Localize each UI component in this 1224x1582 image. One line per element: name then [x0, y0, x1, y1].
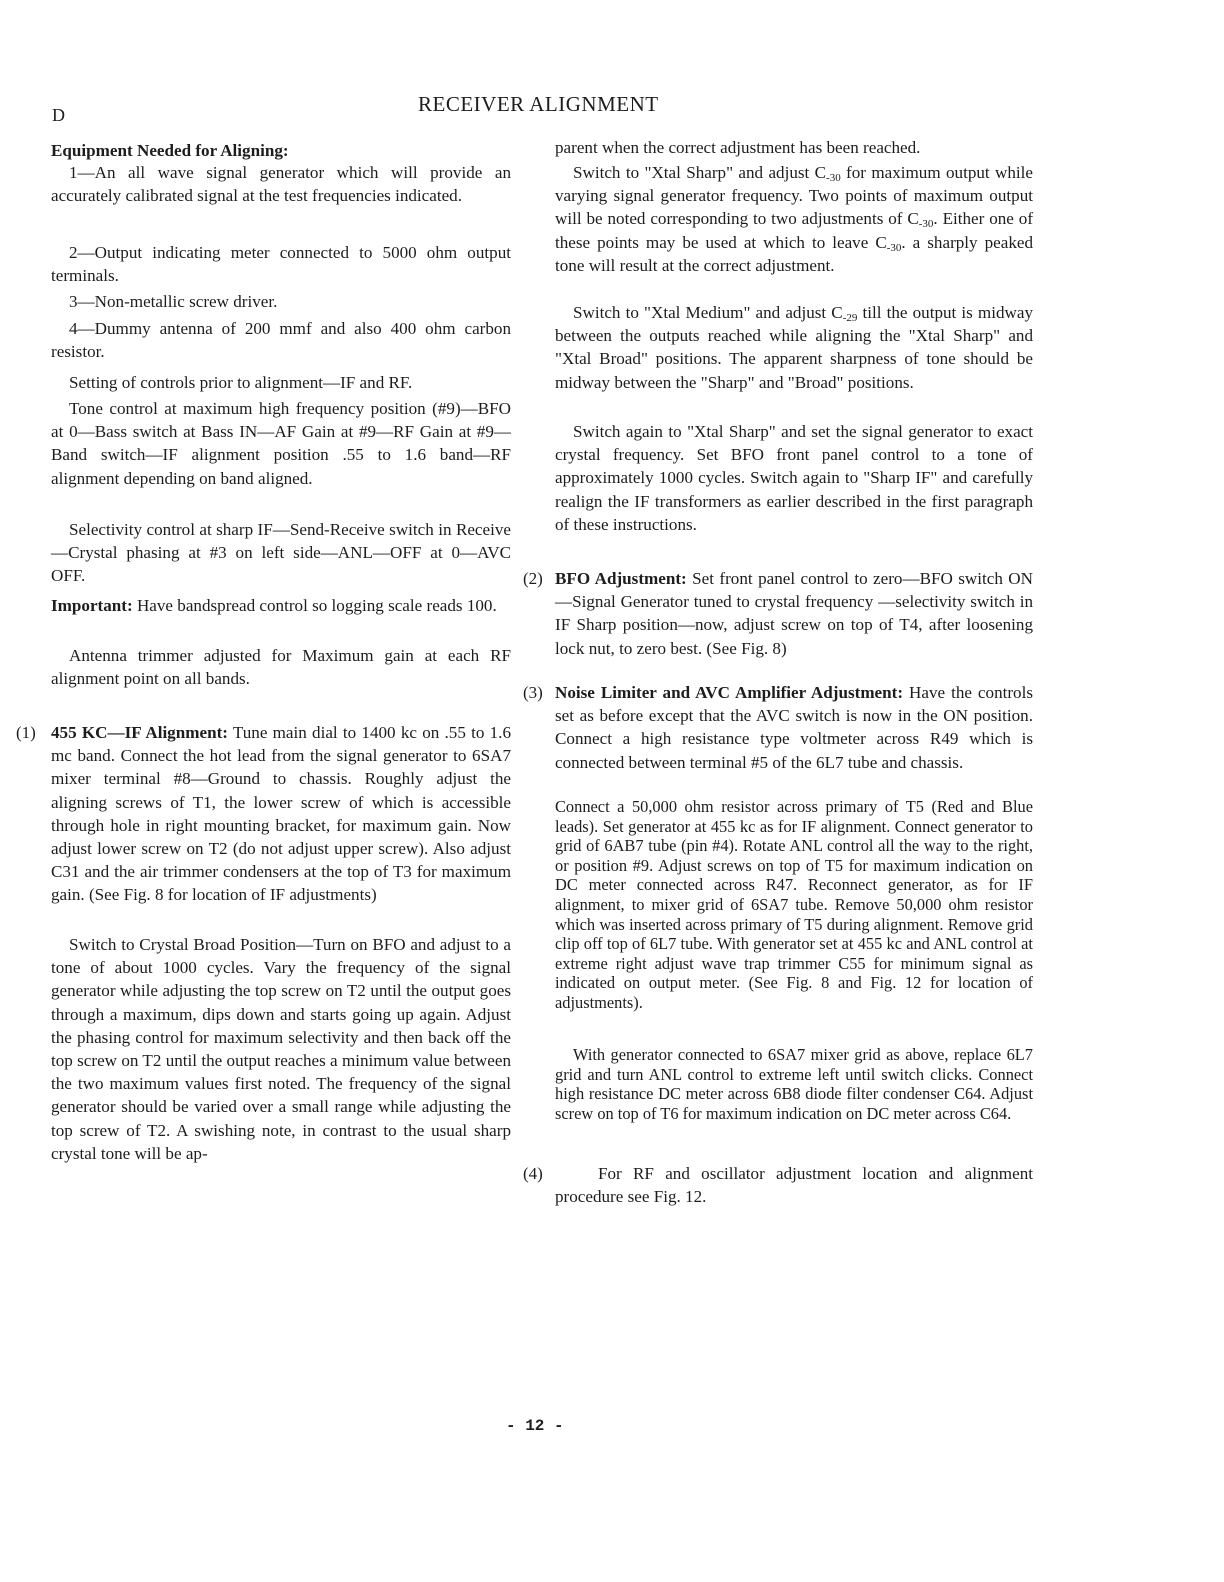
crystal-broad-paragraph: Switch to Crystal Broad Position—Turn on BFO and adjust to a tone of about 1000 cycles. Vary the frequency of the signal generator while adjusting the top screw on T2 until the output goes through a maximum, dips down and starts going up again. Adjust the phasing control for maximum selectivity and then back off the top screw on T2 until the output reaches a minimum value between the two maximum values first noted. The frequency of the signal generator should be varied over a small range while adjusting the top screw of T2. A swishing note, in contrast to the usual sharp crystal tone will be ap- [51, 935, 511, 1163]
xtal-medium-text-a: Switch to "Xtal Medium" and adjust C [573, 303, 843, 322]
xtal-sharp-text-c: . Either one of these points may be used at which to leave C [555, 209, 1034, 252]
xtal-sharp-text-d: . a sharply peaked tone will result at the correct adjustment. [555, 232, 1034, 275]
important-text: Have bandspread control so logging scale reads 100. [132, 596, 497, 615]
xtal-medium-subscript: -29 [842, 312, 858, 324]
generator-connected-paragraph: With generator connected to 6SA7 mixer grid as above, replace 6L7 grid and turn ANL control to extreme left until switch clicks. Connect high resistance DC meter across 6B8 diode filter condenser C64. Adjust screw on top of T6 for maximum indication on DC meter across C64. [555, 1045, 1033, 1123]
equipment-item-4: 4—Dummy antenna of 200 mmf and also 400 ohm carbon resistor. [51, 319, 511, 362]
page-number: - 12 - [506, 1417, 564, 1435]
step-3-number: (3) [523, 683, 543, 702]
antenna-trimmer-paragraph: Antenna trimmer adjusted for Maximum gain at each RF alignment point on all bands. [51, 646, 511, 689]
important-paragraph [51, 594, 511, 617]
step-2-paragraph [555, 567, 1033, 660]
xtal-sharp-text-b: for maximum output while varying signal generator frequency. Two points of maximum output will be noted corresponding to two adjustments of C [555, 163, 1033, 229]
xtal-sharp-subscript-1: -30 [826, 172, 841, 184]
continued-paragraph: parent when the correct adjustment has been reached. [555, 138, 921, 157]
equipment-heading: Equipment Needed for Aligning: [51, 141, 289, 160]
xtal-sharp-subscript-2: -30 [918, 218, 934, 231]
equipment-item-3: 3—Non-metallic screw driver. [69, 292, 278, 311]
important-label: Important: [51, 596, 133, 615]
xtal-medium-text-b: till the output is midway between the outputs reached while aligning the "Xtal Sharp" and "Xtal Broad" positions. The apparent sharpness of tone should be midway between the "Sharp" and "Broad" positions. [555, 303, 1033, 392]
xtal-sharp-again-paragraph: Switch again to "Xtal Sharp" and set the signal generator to exact crystal frequency. Set BFO front panel control to a tone of approximately 1000 cycles. Switch again to "Sharp IF" and carefully realign the IF transformers as earlier described in the first paragraph of these instructions. [555, 422, 1033, 534]
step-3-heading: Noise Limiter and AVC Amplifier Adjustment: [555, 683, 904, 702]
equipment-item-1: 1—An all wave signal generator which will provide an accurately calibrated signal at the test frequencies indicated. [51, 163, 511, 206]
tone-control-paragraph: Tone control at maximum high frequency position (#9)—BFO at 0—Bass switch at Bass IN—AF Gain at #9—RF Gain at #9—Band switch—IF alignment position .55 to 1.6 band—RF alignment depending on band aligned. [51, 399, 511, 488]
step-4-number: (4) [523, 1164, 543, 1183]
xtal-sharp-text-a: Switch to "Xtal Sharp" and adjust C [573, 163, 827, 182]
equipment-item-2: 2—Output indicating meter connected to 5000 ohm output terminals. [51, 243, 511, 286]
step-1-text: Tune main dial to 1400 kc on .55 to 1.6 mc band. Connect the hot lead from the signal generator to 6SA7 mixer terminal #8—Ground to chassis. Roughly adjust the aligning screws of T1, the lower screw of which is accessible through hole in right mounting bracket, for maximum gain. Now adjust lower screw on T2 (do not adjust upper screw). Also adjust C31 and the air trimmer condensers at the top of T3 for maximum gain. (See Fig. 8 for location of IF adjustments) [51, 723, 511, 905]
step-1-number: (1) [16, 723, 36, 742]
xtal-sharp-subscript-3: -30 [886, 241, 902, 254]
section-letter: D [52, 105, 65, 125]
step-3-paragraph [555, 681, 1033, 774]
step-1-heading: 455 KC—IF Alignment: [51, 723, 228, 742]
step-2-number: (2) [523, 569, 543, 588]
step-2-heading: BFO Adjustment: [555, 569, 687, 588]
step-1-paragraph [51, 721, 511, 907]
step-3-continuation: Connect a 50,000 ohm resistor across primary of T5 (Red and Blue leads). Set generator at 455 kc as for IF alignment. Connect generator to grid of 6AB7 tube (pin #4). Rotate ANL control all the way to the right, or position #9. Adjust screws on top of T5 for maximum indication on DC meter connected across R47. Reconnect generator, as for IF alignment, to mixer grid of 6SA7 tube. Remove 50,000 ohm resistor which was inserted across primary of T5 during alignment. Remove grid clip off top of 6L7 tube. With generator set at 455 kc and ANL control at extreme right adjust wave trap trimmer C55 for minimum signal as indicated on output meter. (See Fig. 8 and Fig. 12 for location of adjustments). [555, 797, 1033, 1012]
page-title: RECEIVER ALIGNMENT [418, 92, 659, 116]
selectivity-paragraph: Selectivity control at sharp IF—Send-Receive switch in Receive—Crystal phasing at #3 on left side—ANL—OFF at 0—AVC OFF. [51, 520, 511, 586]
xtal-sharp-paragraph [555, 161, 1033, 277]
step-4-paragraph: For RF and oscillator adjustment location and alignment procedure see Fig. 12. [555, 1164, 1033, 1207]
step-3-text-a: Have the controls set as before except that the AVC switch is now in the ON position. Connect a high resistance type voltmeter across R49 which is connected between terminal #5 of the 6L7 tube and chassis. [555, 683, 1034, 772]
xtal-medium-paragraph [555, 301, 1033, 394]
step-2-text: Set front panel control to zero—BFO switch ON—Signal Generator tuned to crystal frequency —selectivity switch in IF Sharp position—now, adjust screw on top of T4, after loosening lock nut, to zero best. (See Fig. 8) [555, 569, 1033, 658]
controls-setting-paragraph: Setting of controls prior to alignment—IF and RF. [69, 373, 413, 392]
